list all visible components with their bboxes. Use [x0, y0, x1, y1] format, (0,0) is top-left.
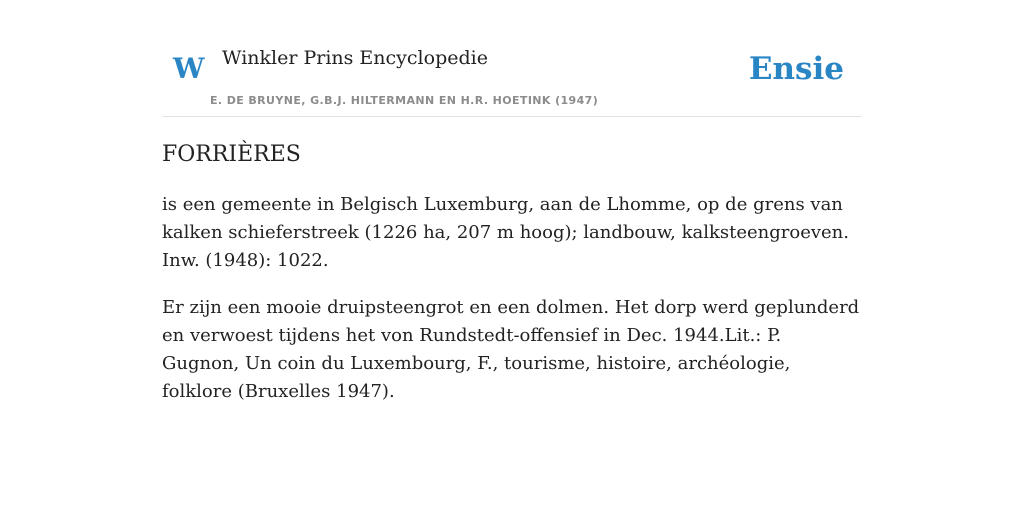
encyclopedia-logo-link[interactable]: W	[173, 52, 205, 85]
publication-title: Winkler Prins Encyclopedie	[222, 47, 488, 69]
article-paragraph: is een gemeente in Belgisch Luxemburg, aan de Lhomme, op de grens van kalken schieferstreek (1226 ha, 207 m hoog); landbouw, kalksteengroeven. Inw. (1948): 1022.	[162, 194, 849, 271]
site-logo-link[interactable]: Ensie	[748, 51, 844, 87]
article-paragraph: Er zijn een mooie druipsteengrot en een dolmen. Het dorp werd geplunderd en verwoest tijdens het von Rundstedt-offensief in Dec. 1944.Lit.: P. Gugnon, Un coin du Luxembourg, F., tourisme, histoire, archéologie, folklore (Bruxelles 1947).	[162, 297, 860, 402]
publication-authors: E. DE BRUYNE, G.B.J. HILTERMANN EN H.R. HOETINK (1947)	[210, 94, 599, 107]
header	[162, 0, 862, 117]
article-title: FORRIÈRES	[162, 142, 301, 167]
article	[162, 136, 862, 406]
